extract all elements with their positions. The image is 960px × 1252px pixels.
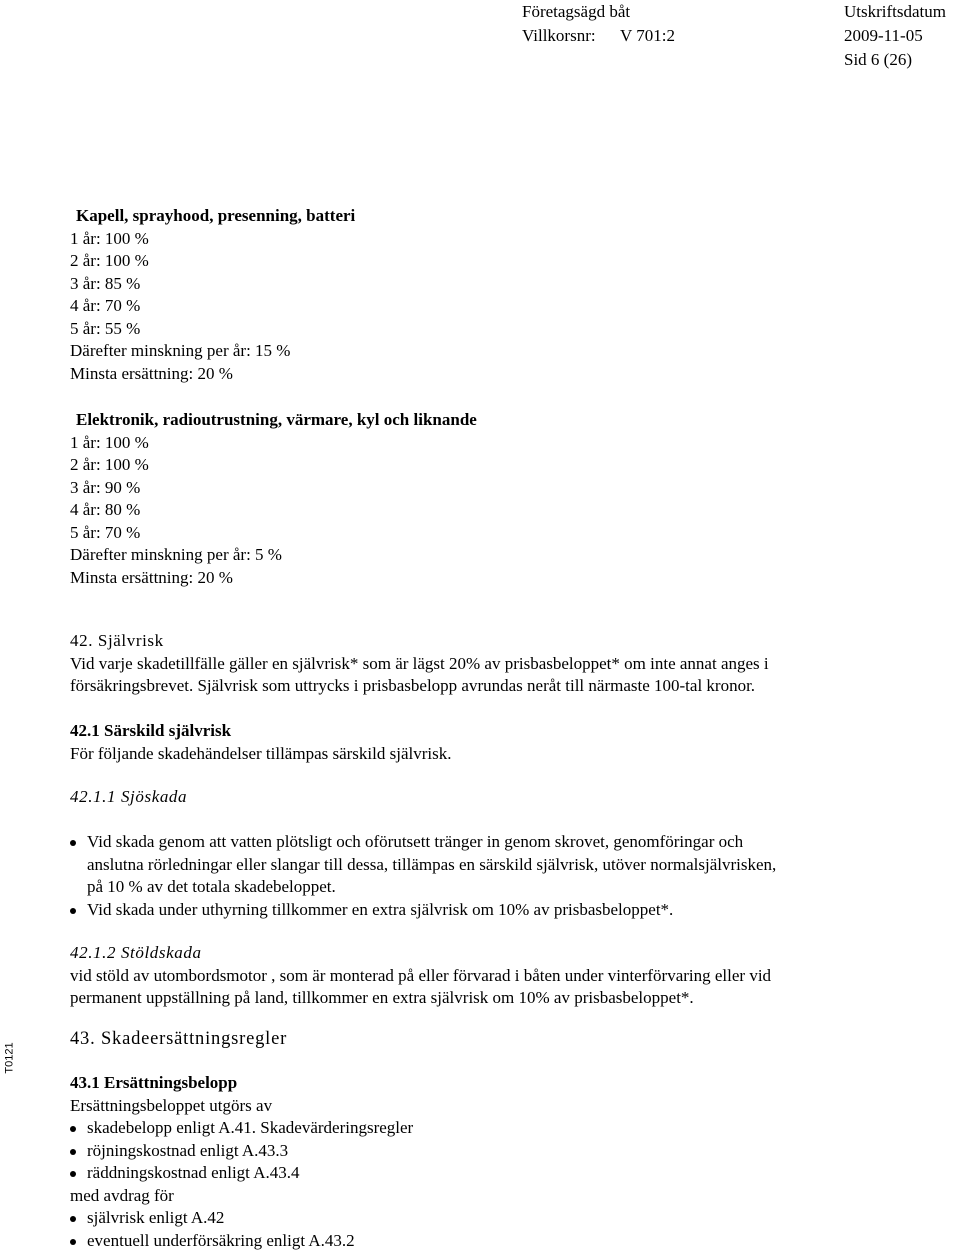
kapell-line: 5 år: 55 % [70, 318, 141, 338]
kapell-title: Kapell, sprayhood, presenning, batteri [76, 206, 356, 225]
document-header-right [844, 0, 946, 72]
section-42-1-1-heading: 42.1.1 Sjöskada [70, 787, 188, 806]
section-42-1-text: För följande skadehändelser tillämpas särskild självrisk. [70, 743, 452, 763]
terms-number [522, 24, 675, 48]
section-42-1-2-heading: 42.1.2 Stöldskada [70, 943, 202, 962]
section-43-heading: 43. Skadeersättningsregler [70, 1029, 288, 1049]
section-42-1 [70, 720, 451, 765]
section-42-text: Vid varje skadetillfälle gäller en självrisk* som är lägst 20% av prisbasbeloppet* om inte annat anges i [70, 653, 769, 673]
list-item-text: anslutna rörledningar eller slangar till dessa, tillämpas en särskild självrisk, utöver normalsjälvrisken, [87, 854, 777, 874]
list-item-text: Vid skada under uthyrning tillkommer en extra självrisk om 10% av prisbasbeloppet*. [87, 899, 674, 919]
section-42-1-2-text: vid stöld av utombordsmotor , som är monterad på eller förvarad i båten under vinterförvaring eller vid [70, 965, 772, 985]
kapell-line: 1 år: 100 % [70, 228, 149, 248]
section-42-1-2 [70, 942, 771, 1010]
section-43-1-deduct-list [70, 1207, 355, 1252]
kapell-section [70, 205, 355, 385]
section-42-1-1-list [70, 831, 776, 921]
print-date: 2009-11-05 [844, 26, 923, 45]
list-item: skadebelopp enligt A.41. Skadevärderingsregler [70, 1117, 413, 1140]
list-item: räddningskostnad enligt A.43.4 [70, 1162, 413, 1185]
elektronik-line: 2 år: 100 % [70, 455, 149, 474]
print-date-label: Utskriftsdatum [844, 2, 946, 21]
list-item-text: på 10 % av det totala skadebeloppet. [87, 877, 336, 896]
section-43-1-heading: 43.1 Ersättningsbelopp [70, 1073, 238, 1092]
list-item: självrisk enligt A.42 [70, 1207, 355, 1230]
page-number: Sid 6 (26) [844, 50, 912, 69]
elektronik-line: Därefter minskning per år: 5 % [70, 545, 282, 564]
elektronik-line: 3 år: 90 % [70, 477, 141, 497]
section-43-1 [70, 1072, 272, 1117]
list-item: eventuell underförsäkring enligt A.43.2 [70, 1230, 355, 1252]
list-item: röjningskostnad enligt A.43.3 [70, 1140, 413, 1163]
kapell-line: 2 år: 100 % [70, 251, 149, 270]
section-42-1-1 [70, 786, 187, 809]
section-42-1-heading: 42.1 Särskild självrisk [70, 721, 232, 740]
section-42-1-2-text: permanent uppställning på land, tillkommer en extra självrisk om 10% av prisbasbeloppet*. [70, 988, 694, 1007]
kapell-line: 4 år: 70 % [70, 296, 141, 315]
elektronik-line: 4 år: 80 % [70, 500, 141, 519]
document-header-left [522, 0, 675, 48]
terms-number-value: V 701:2 [620, 26, 675, 45]
elektronik-line: 5 år: 70 % [70, 522, 141, 542]
section-42 [70, 630, 769, 698]
elektronik-title: Elektronik, radioutrustning, värmare, kyl och liknande [76, 410, 477, 429]
list-item-text: Vid skada genom att vatten plötsligt och oförutsett tränger in genom skrovet, genomföringar och [87, 832, 744, 851]
section-42-heading: 42. Självrisk [70, 631, 164, 650]
document-type: Företagsägd båt [522, 2, 631, 21]
side-code: T0121 [3, 1042, 16, 1074]
section-43-1-intro: Ersättningsbeloppet utgörs av [70, 1095, 273, 1115]
elektronik-section [70, 409, 477, 589]
section-43-1-deduct: med avdrag för [70, 1186, 174, 1205]
section-43-1-list [70, 1117, 413, 1185]
elektronik-line: Minsta ersättning: 20 % [70, 567, 233, 587]
section-42-text: försäkringsbrevet. Självrisk som uttrycks i prisbasbelopp avrundas neråt till närmaste 100-tal kronor. [70, 676, 756, 695]
list-item [70, 899, 776, 922]
kapell-line: 3 år: 85 % [70, 273, 141, 293]
elektronik-line: 1 år: 100 % [70, 432, 149, 452]
kapell-line: Därefter minskning per år: 15 % [70, 341, 291, 360]
kapell-line: Minsta ersättning: 20 % [70, 363, 233, 383]
terms-number-label: Villkorsnr: [522, 26, 596, 45]
list-item [70, 831, 776, 899]
